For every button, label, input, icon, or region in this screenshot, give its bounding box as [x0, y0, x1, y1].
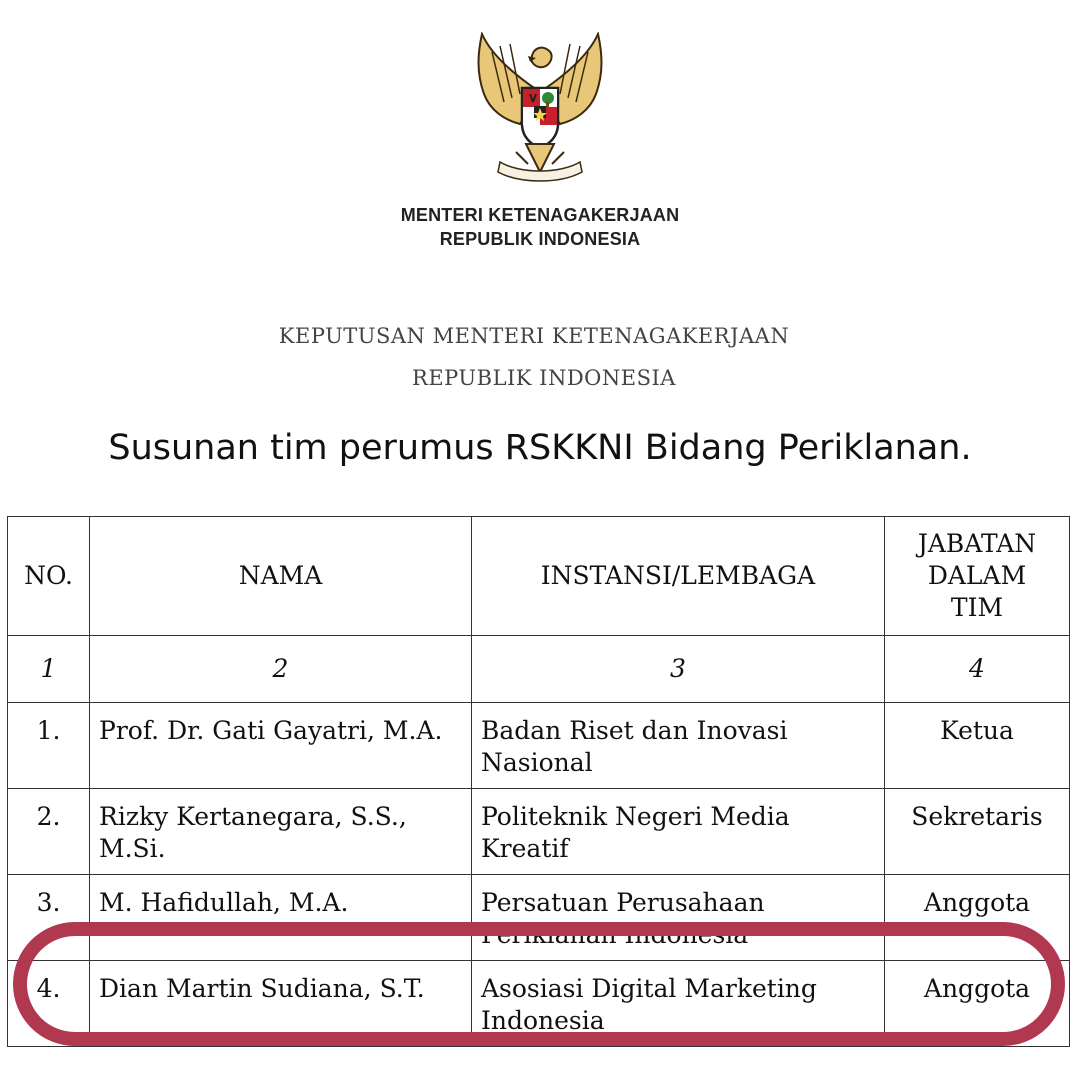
row-no: 4.: [8, 961, 90, 1047]
table-index-row: [8, 636, 1070, 703]
garuda-emblem-icon: [470, 32, 610, 192]
row-no: 3.: [8, 875, 90, 961]
row-instansi: Politeknik Negeri Media Kreatif: [472, 789, 885, 875]
header-jabatan: JABATAN DALAM TIM: [885, 517, 1070, 636]
row-no: 1.: [8, 703, 90, 789]
table-row: [8, 703, 1070, 789]
index-cell: 2: [90, 636, 472, 703]
row-no: 2.: [8, 789, 90, 875]
row-jabatan: Ketua: [885, 703, 1070, 789]
decree-title-line1: KEPUTUSAN MENTERI KETENAGAKERJAAN: [278, 324, 790, 348]
ministry-title-line1: MENTERI KETENAGAKERJAAN: [400, 205, 680, 225]
header-no: NO.: [8, 517, 90, 636]
header-nama: NAMA: [90, 517, 472, 636]
row-nama: Prof. Dr. Gati Gayatri, M.A.: [90, 703, 472, 789]
caption-text: Susunan tim perumus RSKKNI Bidang Periklanan.: [108, 428, 972, 468]
ministry-title-line2: REPUBLIK INDONESIA: [439, 229, 641, 249]
decree-title-line2: REPUBLIK INDONESIA: [412, 366, 676, 390]
row-instansi: Badan Riset dan Inovasi Nasional: [472, 703, 885, 789]
table-row: [8, 789, 1070, 875]
highlight-ring: [13, 922, 1065, 1046]
row-nama: M. Hafidullah, M.A.: [90, 875, 472, 961]
row-nama: Rizky Kertanegara, S.S., M.Si.: [90, 789, 472, 875]
row-jabatan: Anggota: [885, 961, 1070, 1047]
index-cell: 3: [472, 636, 885, 703]
index-cell: 1: [8, 636, 90, 703]
row-nama: Dian Martin Sudiana, S.T.: [90, 961, 472, 1047]
row-jabatan: Sekretaris: [885, 789, 1070, 875]
index-cell: 4: [885, 636, 1070, 703]
table-header-row: [8, 517, 1070, 636]
header-instansi: INSTANSI/LEMBAGA: [472, 517, 885, 636]
row-instansi: Asosiasi Digital Marketing Indonesia: [472, 961, 885, 1047]
row-instansi: Persatuan Perusahaan Periklanan Indonesia: [472, 875, 885, 961]
row-jabatan: Anggota: [885, 875, 1070, 961]
